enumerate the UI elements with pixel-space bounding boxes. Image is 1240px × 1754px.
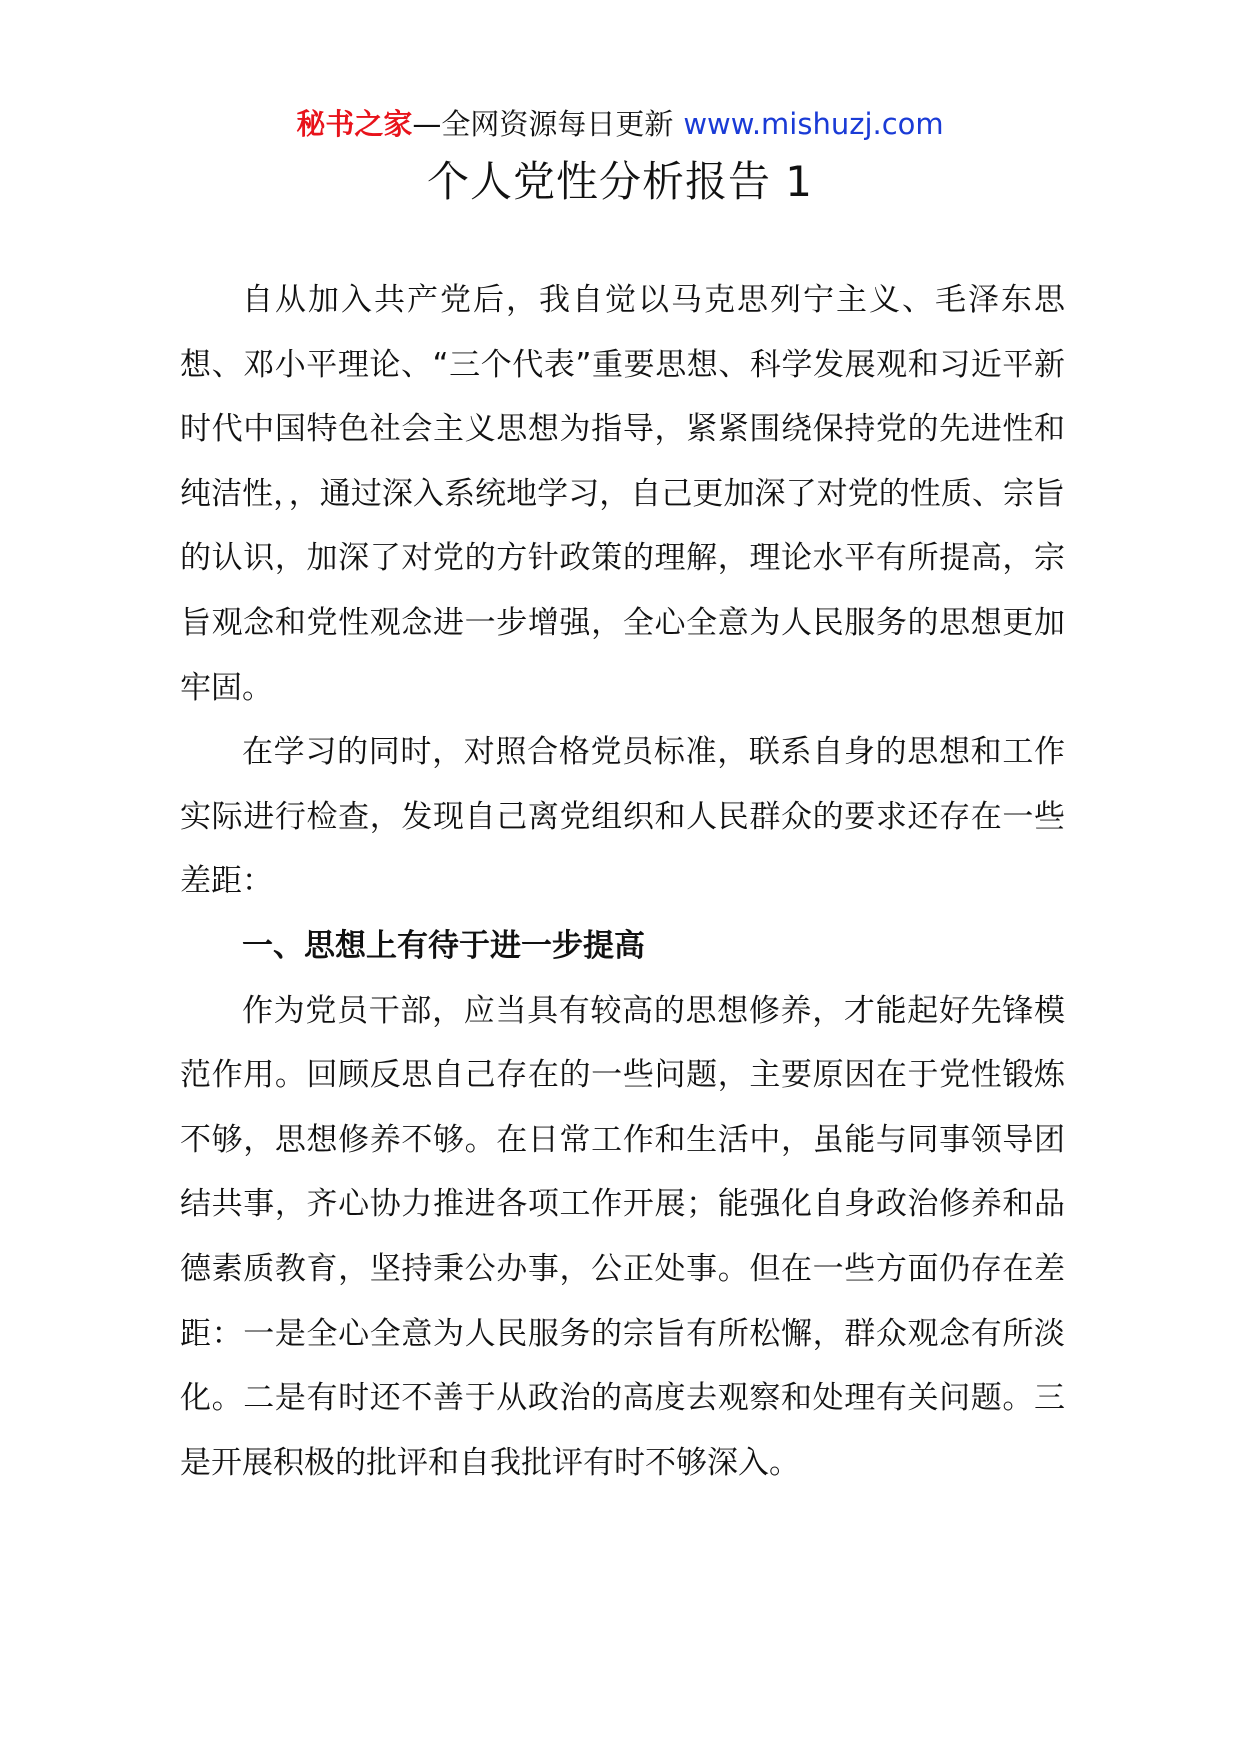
gap-paragraph: 在学习的同时，对照合格党员标准，联系自身的思想和工作实际进行检查，发现自己离党组织和人民群众的要求还存在一些差距： xyxy=(180,734,1065,900)
site-name: 秘书之家 xyxy=(296,107,413,141)
section-heading: 一、思想上有待于进一步提高 xyxy=(242,927,645,964)
section-paragraph: 作为党员干部，应当具有较高的思想修养，才能起好先锋模范作用。回顾反思自己存在的一些问题，主要原因在于党性锻炼不够，思想修养不够。在日常工作和生活中，虽能与同事领导团结共事，齐心协力推进各项工作开展；能强化自身政治修养和品德素质教育，坚持秉公办事，公正处事。但在一些方面仍存在差距：一是全心全意为人民服务的宗旨有所松懈，群众观念有所淡化。二是有时还不善于从政治的高度去观察和处理有关问题。三是开展积极的批评和自我批评有时不够深入。 xyxy=(180,992,1065,1481)
document-title: 个人党性分析报告 1 xyxy=(426,157,814,206)
document-body xyxy=(180,268,1065,1495)
site-header xyxy=(0,104,1240,144)
site-tagline: —全网资源每日更新 xyxy=(412,107,674,141)
intro-paragraph: 自从加入共产党后，我自觉以马克思列宁主义、毛泽东思想、邓小平理论、“三个代表”重要思想、科学发展观和习近平新时代中国特色社会主义思想为指导，紧紧围绕保持党的先进性和纯洁性，，通过深入系统地学习，自己更加深了对党的性质、宗旨的认识，加深了对党的方针政策的理解，理论水平有所提高，宗旨观念和党性观念进一步增强，全心全意为人民服务的思想更加牢固。 xyxy=(180,282,1065,706)
site-url-link[interactable]: www.mishuzj.com xyxy=(683,107,944,141)
